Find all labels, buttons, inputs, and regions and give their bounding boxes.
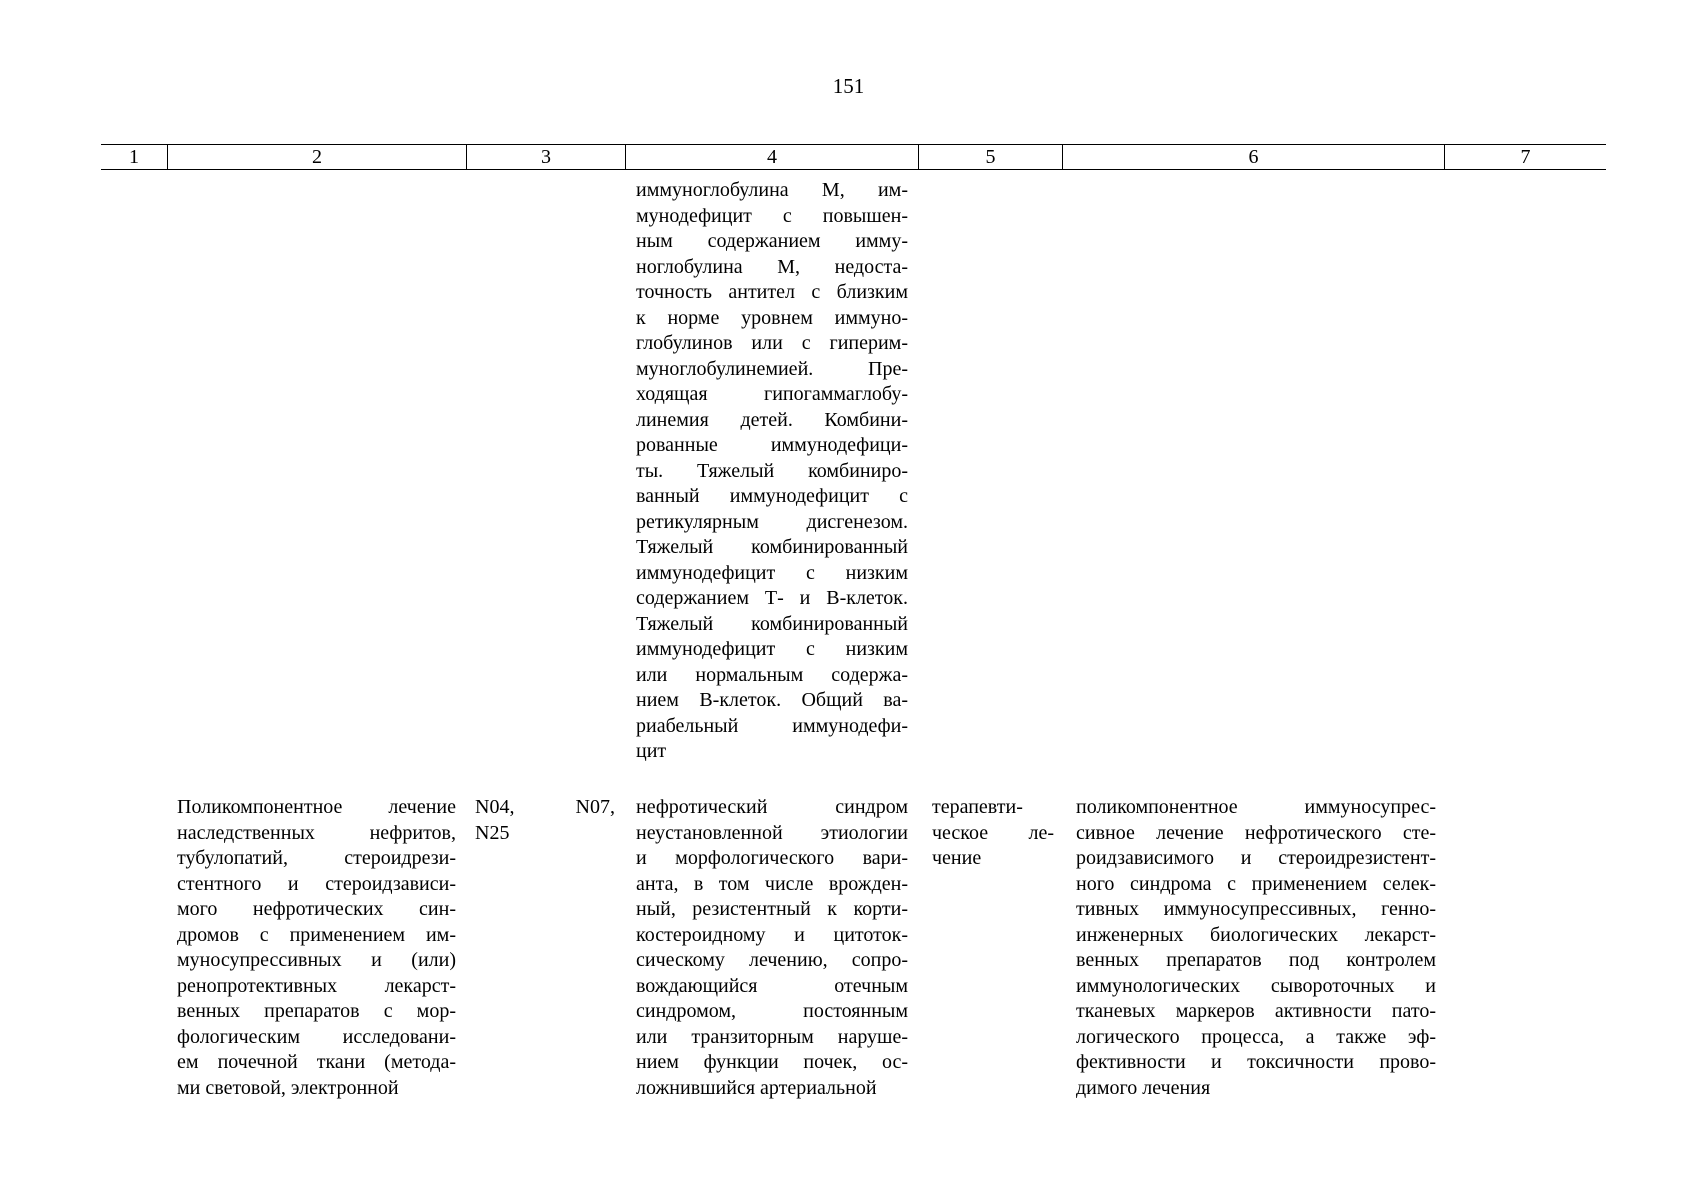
- cell-line: нием функции почек, ос-: [636, 1051, 908, 1073]
- cell-line: иммуноглобулина М, им-: [636, 179, 908, 201]
- cell-line: ноглобулина М, недоста-: [636, 255, 908, 278]
- cell-line: сическому лечению, сопро-: [636, 949, 908, 971]
- cell-line: нефротический синдром: [636, 796, 908, 818]
- cell-line: ванный иммунодефицит с: [636, 485, 908, 507]
- cell-line: муносупрессивных и (или): [177, 949, 456, 971]
- cell-line: анта, в том числе врожден-: [636, 872, 908, 895]
- cell-line: иммунодефицит с низким: [636, 638, 908, 660]
- cell-line: тубулопатий, стероидрези-: [177, 847, 456, 869]
- header-cell-4: 4: [625, 145, 918, 169]
- cell-line: ем почечной ткани (метода-: [177, 1051, 456, 1073]
- cell-line: ренопротективных лекарст-: [177, 974, 456, 997]
- cell-line: ми световой, электронной: [177, 1076, 399, 1099]
- cell-line: венных препаратов под контролем: [1076, 949, 1436, 971]
- cell-line: инженерных биологических лекарст-: [1076, 923, 1436, 946]
- cell-line: линемия детей. Комбини-: [636, 408, 908, 431]
- cell-line: венных препаратов с мор-: [177, 1000, 456, 1022]
- row2-col5-treatment-type: [932, 795, 1054, 872]
- cell-line: ного синдрома с применением селек-: [1076, 872, 1436, 895]
- cell-line: N25: [475, 821, 510, 844]
- cell-line: ты. Тяжелый комбиниро-: [636, 459, 908, 482]
- cell-line: фологическим исследовани-: [177, 1025, 456, 1048]
- page-number: 151: [832, 74, 865, 98]
- cell-line: иммунологических сывороточных и: [1076, 974, 1436, 997]
- table-header-row: [101, 144, 1606, 170]
- cell-line: нием В-клеток. Общий ва-: [636, 689, 908, 711]
- cell-line: фективности и токсичности прово-: [1076, 1051, 1436, 1073]
- cell-line: точность антител с близким: [636, 281, 908, 303]
- cell-line: или транзиторным наруше-: [636, 1025, 908, 1048]
- cell-line: димого лечения: [1076, 1076, 1211, 1099]
- row2-col4-diagnosis: [636, 795, 908, 1101]
- cell-line: муноглобулинемией. Пре-: [636, 357, 908, 380]
- cell-line: костероидному и цитоток-: [636, 923, 908, 946]
- cell-line: Тяжелый комбинированный: [636, 536, 908, 558]
- cell-line: поликомпонентное иммуносупрес-: [1076, 796, 1436, 818]
- document-table: [101, 144, 1606, 170]
- cell-line: неустановленной этиологии: [636, 821, 908, 844]
- cell-line: мого нефротических син-: [177, 898, 456, 920]
- cell-line: терапевти-: [932, 796, 1023, 818]
- header-cell-1: 1: [129, 146, 139, 168]
- header-cell-2: 2: [167, 145, 466, 169]
- header-cell-7: 7: [1444, 145, 1606, 169]
- cell-line: тканевых маркеров активности пато-: [1076, 1000, 1436, 1022]
- cell-line: Тяжелый комбинированный: [636, 612, 908, 635]
- cell-line: ложнившийся артериальной: [636, 1076, 877, 1099]
- cell-line: дромов с применением им-: [177, 923, 456, 946]
- cell-line: мунодефицит с повышен-: [636, 204, 908, 227]
- cell-line: цит: [636, 740, 667, 762]
- cell-line: чение: [932, 847, 982, 869]
- cell-line: и морфологического вари-: [636, 847, 908, 869]
- cell-line: синдромом, постоянным: [636, 1000, 908, 1022]
- cell-line: иммунодефицит с низким: [636, 561, 908, 584]
- cell-line: N04, N07,: [475, 796, 615, 818]
- cell-line: риабельный иммунодефи-: [636, 714, 908, 737]
- cell-line: ный, резистентный к корти-: [636, 898, 908, 920]
- cell-line: или нормальным содержа-: [636, 663, 908, 686]
- row2-col2-treatment-name: [177, 795, 456, 1101]
- cell-line: наследственных нефритов,: [177, 821, 456, 844]
- cell-line: тивных иммуносупрессивных, генно-: [1076, 898, 1436, 920]
- cell-line: сивное лечение нефротического сте-: [1076, 821, 1436, 844]
- cell-line: ческое ле-: [932, 821, 1054, 844]
- cell-line: ретикулярным дисгенезом.: [636, 510, 908, 533]
- header-cell-5: 5: [918, 145, 1062, 169]
- row2-col3-icd-codes: [475, 795, 615, 846]
- cell-line: роидзависимого и стероидрезистент-: [1076, 847, 1436, 869]
- header-cell-3: 3: [466, 145, 625, 169]
- cell-line: ным содержанием имму-: [636, 230, 908, 252]
- cell-line: ходящая гипогаммаглобу-: [636, 383, 908, 405]
- row2-col6-treatment-method: [1076, 795, 1436, 1101]
- header-cell-6: 6: [1062, 145, 1444, 169]
- cell-line: к норме уровнем иммуно-: [636, 306, 908, 329]
- cell-line: глобулинов или с гиперим-: [636, 332, 908, 354]
- cell-line: стентного и стероидзависи-: [177, 872, 456, 895]
- cell-line: рованные иммунодефици-: [636, 434, 908, 456]
- cell-line: содержанием Т- и В-клеток.: [636, 587, 908, 609]
- cell-line: логического процесса, а также эф-: [1076, 1025, 1436, 1048]
- cell-line: Поликомпонентное лечение: [177, 796, 456, 818]
- cell-line: вождающийся отечным: [636, 974, 908, 997]
- row1-col4-diagnosis: [636, 178, 908, 765]
